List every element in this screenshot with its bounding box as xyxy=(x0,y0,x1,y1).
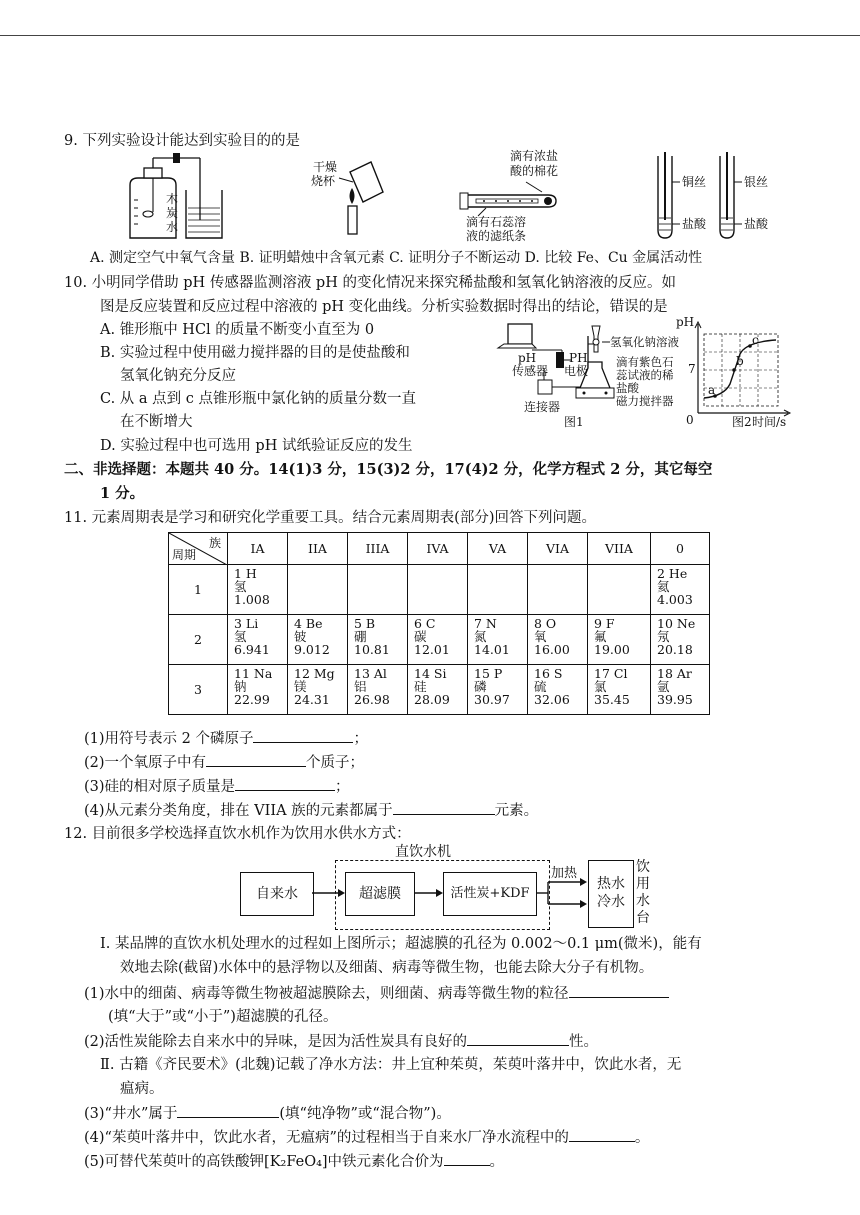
empty-cell xyxy=(408,565,468,615)
q10-stem-line-1: 10. 小明同学借助 pH 传感器监测溶液 pH 的变化情况来探究稀盐酸和氢氧化钠溶液的反应。如 xyxy=(64,275,676,291)
element-cell xyxy=(228,565,288,615)
q12-sub-1-text: (1)水中的细菌、病毒等微生物被超滤膜除去，则细菌、病毒等微生物的粒径 xyxy=(84,986,569,1002)
fig2-point-b: b xyxy=(736,354,744,368)
q11-sub-3 xyxy=(84,776,350,797)
diagram-ultrafiltration: 超滤膜 xyxy=(345,872,415,916)
element-cell xyxy=(588,665,651,715)
element-mass: 22.99 xyxy=(234,692,270,707)
period-label: 2 xyxy=(169,615,228,665)
fig-b-label-1: 干燥 xyxy=(313,160,338,174)
element-cell xyxy=(228,665,288,715)
group-header: 0 xyxy=(651,533,710,565)
q12-sub-2-suffix: 性。 xyxy=(569,1034,599,1050)
element-symbol: 3 Li xyxy=(234,616,259,631)
diagram-tap-water: 自来水 xyxy=(240,872,314,916)
element-cell xyxy=(408,615,468,665)
element-cell xyxy=(651,565,710,615)
diagram-activated-carbon: 活性炭+KDF xyxy=(443,872,537,916)
element-symbol: 12 Mg xyxy=(294,666,335,681)
q11-sub-1-text: (1)用符号表示 2 个磷原子 xyxy=(84,731,254,747)
element-name: 磷 xyxy=(474,679,487,694)
element-name: 硼 xyxy=(354,629,367,644)
q10-option-b-1: B. 实验过程中使用磁力搅拌器的目的是使盐酸和 xyxy=(100,345,410,361)
diagram-arrows xyxy=(310,860,600,930)
element-symbol: 7 N xyxy=(474,616,497,631)
element-cell xyxy=(348,665,408,715)
element-cell xyxy=(528,615,588,665)
q12-answer-blank-4[interactable] xyxy=(569,1127,635,1142)
q10-figure-2 xyxy=(676,315,794,430)
fig2-ylabel: pH xyxy=(676,315,695,329)
q12-sub-3-text: (3)“井水”属于 xyxy=(84,1106,178,1122)
q12-part1-line-2: 效地去除(截留)水体中的悬浮物以及细菌、病毒等微生物，也能去除大分子有机物。 xyxy=(120,960,654,976)
fig-b-candle xyxy=(305,158,395,243)
element-mass: 1.008 xyxy=(234,592,270,607)
element-name: 镁 xyxy=(294,679,307,694)
fig1-sensor: 传感器 xyxy=(512,364,549,378)
element-name: 铍 xyxy=(294,629,307,644)
q11-sub-2-text: (2)一个氧原子中有 xyxy=(84,755,207,771)
diagram-heat-label: 加热 xyxy=(551,866,578,881)
fig-d-test-tubes xyxy=(650,150,780,245)
element-name: 铝 xyxy=(354,679,367,694)
element-symbol: 18 Ar xyxy=(657,666,692,681)
element-name: 钠 xyxy=(234,679,247,694)
q12-sub-1 xyxy=(84,983,669,1004)
element-symbol: 2 He xyxy=(657,566,688,581)
fig-d-acid-2: 盐酸 xyxy=(744,217,769,231)
group-header: IA xyxy=(228,533,288,565)
element-mass: 30.97 xyxy=(474,692,510,707)
q11-sub-3-suffix: ； xyxy=(335,779,350,795)
element-symbol: 17 Cl xyxy=(594,666,628,681)
element-name: 氟 xyxy=(594,629,607,644)
fig-d-copper: 铜丝 xyxy=(682,175,707,189)
fig2-xlabel: 时间/s xyxy=(752,415,787,429)
q12-answer-blank-5[interactable] xyxy=(444,1151,490,1166)
q11-sub-4-suffix: 元素。 xyxy=(494,803,539,819)
period-label: 1 xyxy=(169,565,228,615)
element-name: 硅 xyxy=(414,679,427,694)
element-name: 氖 xyxy=(657,629,670,644)
page-top-rule xyxy=(0,35,860,36)
element-cell xyxy=(468,615,528,665)
element-symbol: 16 S xyxy=(534,666,563,681)
element-mass: 10.81 xyxy=(354,642,390,657)
q12-sub-5-text: (5)可替代茱萸叶的高铁酸钾[K₂FeO₄]中铁元素化合价为 xyxy=(84,1154,444,1170)
section2-line-1: 二、非选择题：本题共 40 分。14(1)3 分，15(3)2 分，17(4)2 分，化学方程式 2 分，其它每空 xyxy=(64,461,713,478)
q10-option-c-2: 在不断增大 xyxy=(120,414,193,430)
q11-answer-blank-1[interactable] xyxy=(253,728,353,743)
q12-sub-5 xyxy=(84,1151,504,1172)
element-mass: 24.31 xyxy=(294,692,330,707)
element-mass: 20.18 xyxy=(657,642,693,657)
fig-a-apparatus xyxy=(118,150,228,245)
group-header: VIIA xyxy=(588,533,651,565)
element-name: 氯 xyxy=(594,679,607,694)
fig2-point-c: c xyxy=(752,333,759,347)
period-label: 3 xyxy=(169,665,228,715)
q11-sub-3-text: (3)硅的相对原子质量是 xyxy=(84,779,236,795)
fig1-litmus-2: 蕊试液的稀 xyxy=(616,368,674,382)
q10-figure-1 xyxy=(492,322,692,430)
q12-sub-2 xyxy=(84,1031,598,1052)
fig-c-label-top-1: 滴有浓盐 xyxy=(510,149,559,163)
fig1-ph: pH xyxy=(518,351,537,365)
element-mass: 14.01 xyxy=(474,642,510,657)
fig1-litmus-3: 盐酸 xyxy=(616,381,639,395)
element-mass: 16.00 xyxy=(534,642,570,657)
fig1-stirrer: 磁力搅拌器 xyxy=(616,394,674,408)
element-symbol: 15 P xyxy=(474,666,503,681)
element-cell xyxy=(348,615,408,665)
group-header: IIA xyxy=(288,533,348,565)
element-cell xyxy=(288,665,348,715)
fig1-connector: 连接器 xyxy=(524,400,561,414)
group-header: VIA xyxy=(528,533,588,565)
element-mass: 39.95 xyxy=(657,692,693,707)
q12-part1-line-1: Ⅰ. 某品牌的直饮水机处理水的过程如上图所示；超滤膜的孔径为 0.002～0.1 μm(微米)，能有 xyxy=(100,936,702,952)
element-symbol: 9 F xyxy=(594,616,615,631)
q10-option-a: A. 锥形瓶中 HCl 的质量不断变小直至为 0 xyxy=(100,322,375,338)
group-header: VA xyxy=(468,533,528,565)
element-mass: 32.06 xyxy=(534,692,570,707)
element-symbol: 5 B xyxy=(354,616,376,631)
element-symbol: 14 Si xyxy=(414,666,447,681)
element-name: 硫 xyxy=(534,679,547,694)
element-symbol: 10 Ne xyxy=(657,616,696,631)
q11-sub-1-suffix: ； xyxy=(353,731,368,747)
fig-d-silver: 银丝 xyxy=(744,175,769,189)
q11-sub-4-text: (4)从元素分类角度，排在 VIIA 族的元素都属于 xyxy=(84,803,393,819)
empty-cell xyxy=(588,565,651,615)
q12-sub-4-suffix: 。 xyxy=(634,1130,650,1146)
diagram-cold-water: 冷水 xyxy=(597,894,625,910)
empty-cell xyxy=(468,565,528,615)
q12-sub-3 xyxy=(84,1103,451,1124)
q12-answer-blank-1[interactable] xyxy=(569,983,669,998)
q12-sub-4 xyxy=(84,1127,649,1148)
group-header: IIIA xyxy=(348,533,408,565)
periodic-table xyxy=(168,532,710,715)
fig1-litmus-1: 滴有紫色石 xyxy=(616,355,674,369)
q12-sub-5-suffix: 。 xyxy=(489,1154,505,1170)
element-cell xyxy=(588,615,651,665)
element-mass: 4.003 xyxy=(657,592,693,607)
fig2-caption: 图2 xyxy=(732,415,752,429)
q11-sub-2 xyxy=(84,752,364,773)
element-mass: 26.98 xyxy=(354,692,390,707)
element-name: 氮 xyxy=(474,629,487,644)
element-mass: 35.45 xyxy=(594,692,630,707)
group-header: IVA xyxy=(408,533,468,565)
element-name: 氦 xyxy=(657,579,670,594)
element-cell xyxy=(528,665,588,715)
diagram-hot-water: 热水 xyxy=(597,876,625,892)
q11-answer-blank-2[interactable] xyxy=(206,752,306,767)
element-cell xyxy=(228,615,288,665)
diagram-outlet-char: 水 xyxy=(636,893,650,909)
fig1-naoh: 氢氧化钠溶液 xyxy=(610,335,679,349)
diagram-title: 直饮水机 xyxy=(395,844,451,860)
fig2-origin: 0 xyxy=(686,413,694,427)
fig1-caption: 图1 xyxy=(564,415,584,429)
diagram-outlet xyxy=(636,859,652,927)
q12-sub-4-text: (4)“茱萸叶落井中，饮此水者，无瘟病”的过程相当于自来水厂净水流程中的 xyxy=(84,1130,569,1146)
q12-answer-blank-3[interactable] xyxy=(177,1103,279,1118)
q9-stem: 9. 下列实验设计能达到实验目的的是 xyxy=(64,133,300,149)
q11-stem: 11. 元素周期表是学习和研究化学重要工具。结合元素周期表(部分)回答下列问题。 xyxy=(64,510,596,526)
q11-answer-blank-4[interactable] xyxy=(393,800,495,815)
fig1-electrode: 电极 xyxy=(564,364,589,378)
q12-part2-line-1: Ⅱ. 古籍《齐民要术》(北魏)记载了净水方法：井上宜种茱萸，茱萸叶落井中，饮此水者，无 xyxy=(100,1057,682,1073)
q12-stem: 12. 目前很多学校选择直饮水机作为饮用水供水方式： xyxy=(64,826,411,842)
element-cell xyxy=(468,665,528,715)
fig-c-label-bottom-1: 滴有石蕊溶 xyxy=(466,215,527,229)
element-mass: 19.00 xyxy=(594,642,630,657)
fig-a-label-2: 炭 xyxy=(166,206,179,220)
q10-option-c-1: C. 从 a 点到 c 点锥形瓶中氯化钠的质量分数一直 xyxy=(100,391,416,407)
section2-line-2: 1 分。 xyxy=(100,485,145,502)
q11-sub-2-suffix: 个质子； xyxy=(306,755,365,771)
element-symbol: 8 O xyxy=(534,616,557,631)
fig2-point-a: a xyxy=(708,383,716,397)
q11-answer-blank-3[interactable] xyxy=(235,776,335,791)
fig-a-label-3: 水 xyxy=(166,220,179,234)
q9-options: A. 测定空气中氧气含量 B. 证明蜡烛中含氧元素 C. 证明分子不断运动 D. 比较 Fe、Cu 金属活动性 xyxy=(90,250,703,266)
q11-sub-1 xyxy=(84,728,368,749)
fig2-ph-curve xyxy=(684,318,794,430)
q12-sub-2-text: (2)活性炭能除去自来水中的异味，是因为活性炭具有良好的 xyxy=(84,1034,468,1050)
fig-a-label-1: 木 xyxy=(166,192,179,206)
q12-part2-line-2: 瘟病。 xyxy=(120,1081,164,1097)
q10-option-d: D. 实验过程中也可选用 pH 试纸验证反应的发生 xyxy=(100,438,413,454)
element-symbol: 11 Na xyxy=(234,666,273,681)
element-mass: 6.941 xyxy=(234,642,270,657)
element-cell xyxy=(288,615,348,665)
element-cell xyxy=(408,665,468,715)
q10-stem-line-2: 图是反应装置和反应过程中溶液的 pH 变化曲线。分析实验数据时得出的结论，错误的是 xyxy=(100,299,668,315)
corner-group: 族 xyxy=(208,536,221,550)
diagram-outlet-char: 饮 xyxy=(636,859,650,875)
fig2-tick-7: 7 xyxy=(688,362,696,376)
element-name: 氢 xyxy=(234,629,247,644)
empty-cell xyxy=(348,565,408,615)
element-symbol: 13 Al xyxy=(354,666,387,681)
fig1-electrode-ph: PH xyxy=(569,351,588,365)
q12-answer-blank-2[interactable] xyxy=(467,1031,569,1046)
element-name: 氢 xyxy=(234,579,247,594)
q12-sub-3-suffix: (填“纯净物”或“混合物”)。 xyxy=(279,1106,451,1122)
corner-period: 周期 xyxy=(172,548,197,562)
q10-option-b-2: 氢氧化钠充分反应 xyxy=(120,368,236,384)
fig-c-tube xyxy=(456,150,576,245)
element-mass: 28.09 xyxy=(414,692,450,707)
empty-cell xyxy=(528,565,588,615)
fig-c-label-bottom-2: 液的滤纸条 xyxy=(466,229,527,243)
element-name: 碳 xyxy=(414,629,427,644)
element-name: 氩 xyxy=(657,679,670,694)
element-cell xyxy=(651,615,710,665)
empty-cell xyxy=(288,565,348,615)
fig-d-acid-1: 盐酸 xyxy=(682,217,707,231)
diagram-outlet-char: 台 xyxy=(636,910,650,926)
element-name: 氧 xyxy=(534,629,547,644)
fig-c-label-top-2: 酸的棉花 xyxy=(510,164,559,178)
q11-sub-4 xyxy=(84,800,538,821)
element-symbol: 4 Be xyxy=(294,616,323,631)
diagram-outlet-char: 用 xyxy=(636,876,650,892)
table-corner xyxy=(169,533,228,565)
element-symbol: 1 H xyxy=(234,566,257,581)
fig-b-label-2: 烧杯 xyxy=(311,174,336,188)
element-symbol: 6 C xyxy=(414,616,436,631)
fig-b-drawing xyxy=(305,158,395,243)
q12-sub-1-line-2: (填“大于”或“小于”)超滤膜的孔径。 xyxy=(108,1009,338,1025)
element-mass: 12.01 xyxy=(414,642,450,657)
element-cell xyxy=(651,665,710,715)
element-mass: 9.012 xyxy=(294,642,330,657)
